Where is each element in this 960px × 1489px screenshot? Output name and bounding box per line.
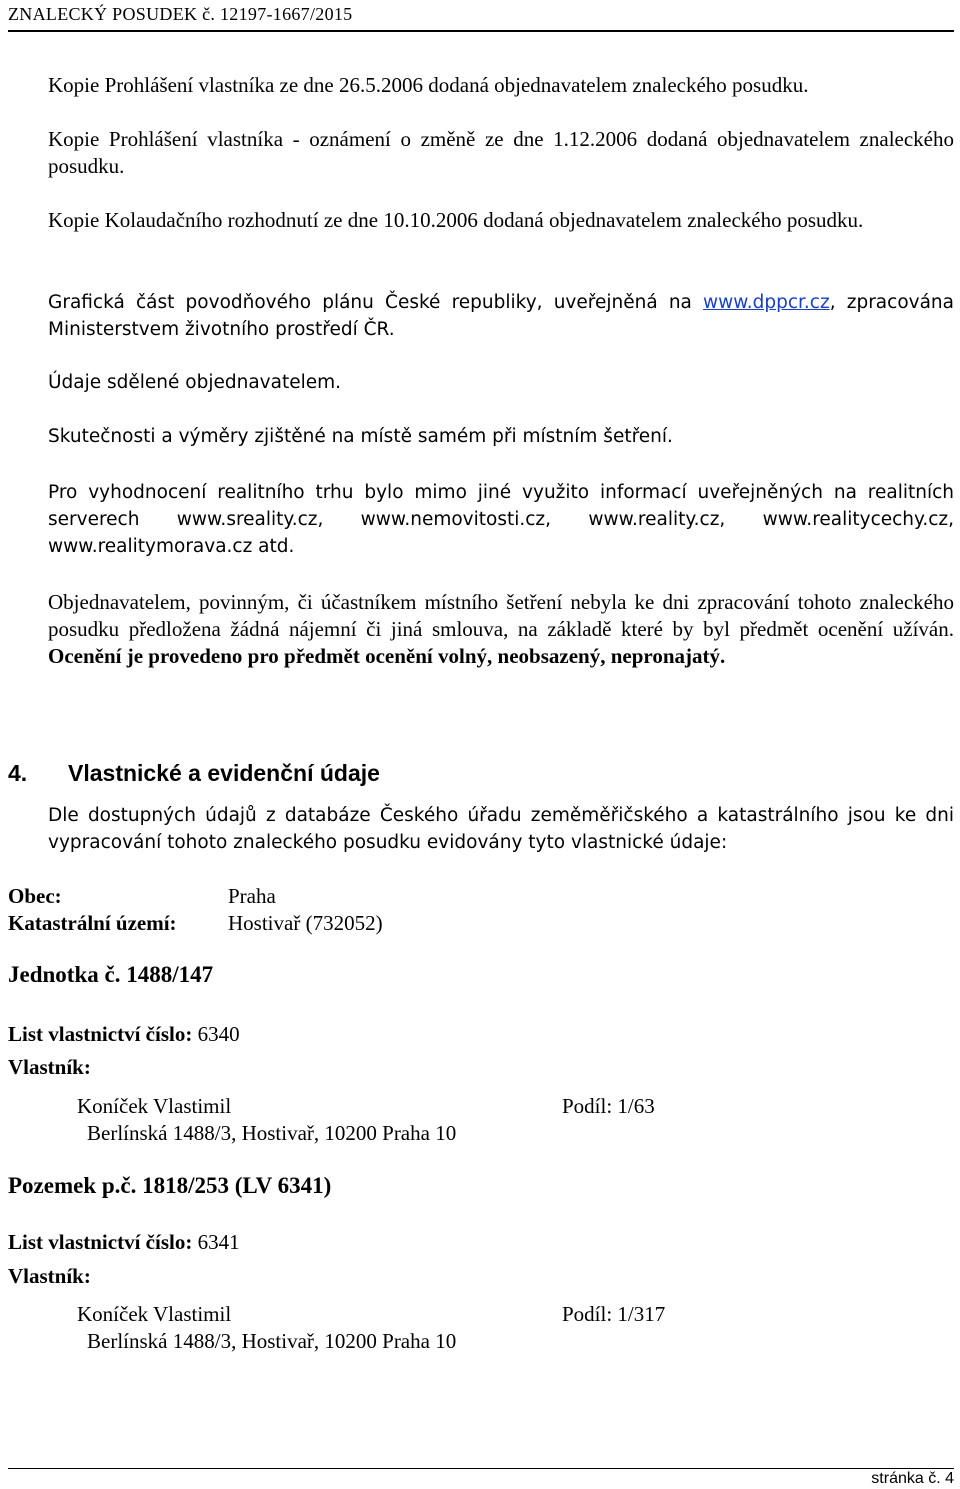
owner-address: Berlínská 1488/3, Hostivař, 10200 Praha 10	[87, 1121, 457, 1145]
katastralni-uzemi-label: Katastrální území:	[8, 911, 177, 935]
source-item-2: Kopie Prohlášení vlastníka - oznámení o změně ze dne 1.12.2006 dodaná objednavatelem znaleckého posudku.	[48, 127, 954, 178]
obec-value: Praha	[228, 884, 276, 908]
contract-statement	[48, 589, 954, 670]
katastralni-uzemi-value: Hostivař (732052)	[228, 911, 383, 935]
owner-share: Podíl: 1/317	[562, 1302, 666, 1326]
source-item-4-text-after: , zpracována Ministerstvem životního prostředí ČR.	[48, 292, 954, 340]
document-header-title: ZNALECKÝ POSUDEK č. 12197-1667/2015	[8, 4, 353, 24]
page-number: stránka č. 4	[871, 1470, 954, 1487]
section-number: 4.	[8, 760, 28, 786]
valuation-basis-statement: Ocenění je provedeno pro předmět ocenění volný, neobsazený, nepronajatý.	[48, 644, 726, 668]
unit-title: Jednotka č. 1488/147	[8, 962, 214, 987]
obec-label: Obec:	[8, 884, 62, 908]
lv-label-text: List vlastnictví číslo:	[8, 1230, 193, 1254]
lv-number: 6340	[197, 1022, 240, 1046]
lv-label	[8, 1230, 240, 1255]
lv-label-text: List vlastnictví číslo:	[8, 1022, 193, 1046]
owner-label: Vlastník:	[8, 1055, 91, 1079]
land-title: Pozemek p.č. 1818/253 (LV 6341)	[8, 1173, 332, 1198]
owner-name: Koníček Vlastimil	[77, 1302, 232, 1326]
footer-divider	[8, 1468, 954, 1469]
owner-name: Koníček Vlastimil	[77, 1094, 232, 1118]
section-title: Vlastnické a evidenční údaje	[68, 760, 380, 786]
contract-statement-text: Objednavatelem, povinným, či účastníkem místního šetření nebyla ke dni zpracování tohoto znaleckého posudku předložena žádná nájemní či jiná smlouva, na základě které by byl předmět ocenění užíván.	[48, 590, 954, 641]
lv-number: 6341	[197, 1230, 240, 1254]
section-intro: Dle dostupných údajů z databáze Českého úřadu zeměměřičského a katastrálního jsou ke dni vypracování tohoto znaleckého posudku evidovány tyto vlastnické údaje:	[48, 805, 954, 853]
source-item-3: Kopie Kolaudačního rozhodnutí ze dne 10.10.2006 dodaná objednavatelem znaleckého posudku.	[48, 208, 864, 232]
source-item-4	[48, 289, 954, 343]
source-item-6: Skutečnosti a výměry zjištěné na místě samém při místním šetření.	[48, 426, 673, 447]
header-divider	[8, 30, 954, 32]
source-item-1: Kopie Prohlášení vlastníka ze dne 26.5.2006 dodaná objednavatelem znaleckého posudku.	[48, 73, 809, 97]
source-item-7: Pro vyhodnocení realitního trhu bylo mimo jiné využito informací uveřejněných na realitních serverech www.sreality.cz, www.nemovitosti.cz, www.reality.cz, www.realitycechy.cz, www.realitymorava.cz atd.	[48, 482, 954, 557]
source-item-4-text-before: Grafická část povodňového plánu České republiky, uveřejněná na	[48, 292, 704, 313]
lv-label	[8, 1022, 240, 1047]
owner-label: Vlastník:	[8, 1264, 91, 1288]
source-item-5: Údaje sdělené objednavatelem.	[48, 372, 342, 393]
dppcr-link[interactable]: www.dppcr.cz	[703, 292, 830, 313]
owner-share: Podíl: 1/63	[562, 1094, 655, 1118]
owner-address: Berlínská 1488/3, Hostivař, 10200 Praha 10	[87, 1329, 457, 1353]
